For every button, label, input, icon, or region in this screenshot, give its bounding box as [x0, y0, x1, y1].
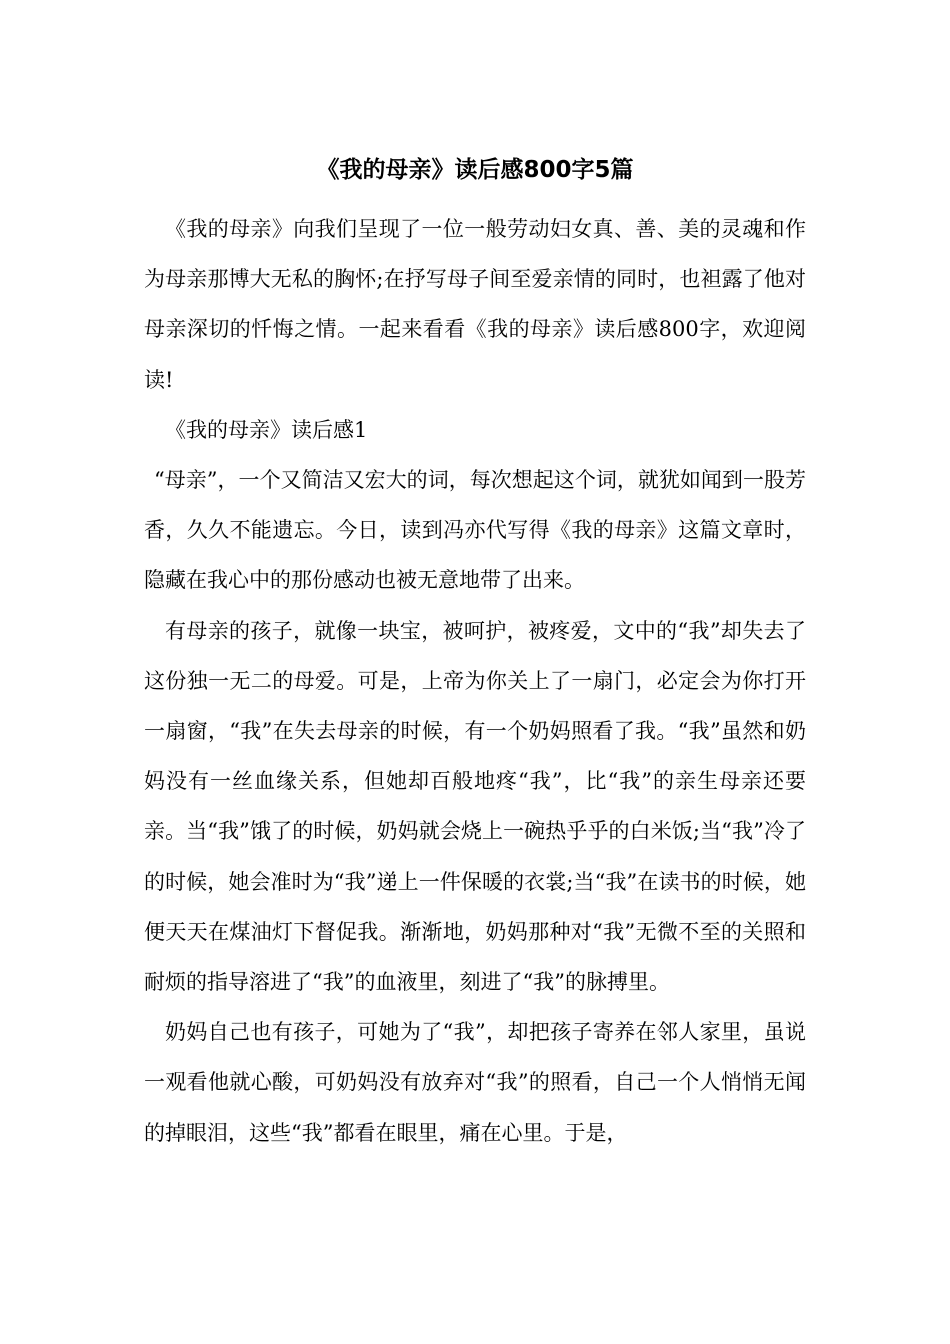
- section-heading-1: 《我的母亲》读后感1: [165, 417, 368, 442]
- paragraph-nanny-care: 有母亲的孩子，就像一块宝，被呵护，被疼爱，文中的“我”却失去了这份独一无二的母爱。可是，上帝为你关上了一扇门，必定会为你打开一扇窗，“我”在失去母亲的时候，有一个奶妈照看了我。“我”虽然和奶妈没有一丝血缘关系，但她却百般地疼“我”，比“我”的亲生母亲还要亲。当“我”饿了的时候，奶妈就会烧上一碗热乎乎的白米饭;当“我”冷了的时候，她会准时为“我”递上一件保暖的衣裳;当“我”在读书的时候，她便天天在煤油灯下督促我。渐渐地，奶妈那种对“我”无微不至的关照和耐烦的指导溶进了“我”的血液里，刻进了“我”的脉搏里。: [144, 618, 806, 995]
- document-title: 《我的母亲》读后感800字5篇: [316, 157, 634, 183]
- paragraph-intro: 《我的母亲》向我们呈现了一位一般劳动妇女真、善、美的灵魂和作为母亲那博大无私的胸怀;在抒写母子间至爱亲情的同时，也袒露了他对母亲深切的忏悔之情。一起来看看《我的母亲》读后感800字，欢迎阅读!: [144, 217, 806, 392]
- document-body: [144, 204, 806, 1158]
- paragraph-mother-word: “母亲”，一个又简洁又宏大的词，每次想起这个词，就犹如闻到一股芳香，久久不能遗忘。今日，读到冯亦代写得《我的母亲》这篇文章时，隐藏在我心中的那份感动也被无意地带了出来。: [144, 468, 806, 593]
- paragraph-nanny-sacrifice: 奶妈自己也有孩子，可她为了“我”，却把孩子寄养在邻人家里，虽说一观看他就心酸，可奶妈没有放弃对“我”的照看，自己一个人悄悄无闻的掉眼泪，这些“我”都看在眼里，痛在心里。于是，: [144, 1020, 806, 1145]
